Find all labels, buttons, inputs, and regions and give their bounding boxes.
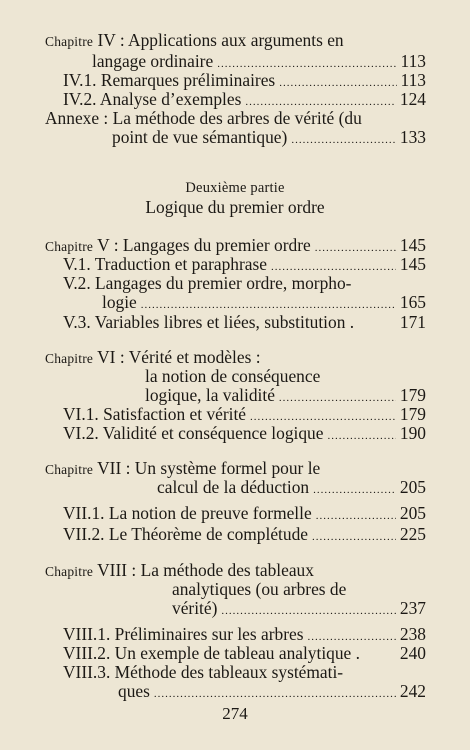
toc-chapter-8-cont: analytiques (ou arbres de bbox=[172, 579, 347, 599]
page-number: 274 bbox=[222, 704, 248, 723]
leader-dots bbox=[313, 480, 396, 500]
leader-dots bbox=[291, 130, 396, 150]
toc-chapter-6: Chapitre VI : Vérité et modèles : bbox=[45, 347, 261, 367]
toc-annexe-cont: point de vue sémantique) ..... 133 bbox=[112, 127, 426, 150]
toc-section-4-1: IV.1. Remarques préliminaires ..... 113 bbox=[63, 70, 426, 93]
toc-section-8-3-cont: ques ..... 242 bbox=[118, 681, 426, 704]
toc-section-5-2: V.2. Langages du premier ordre, morpho- bbox=[63, 273, 352, 293]
leader-dots bbox=[154, 684, 396, 704]
toc-section-8-2: VIII.2. Un exemple de tableau analytique . 240 bbox=[63, 643, 426, 663]
toc-chapter-7: Chapitre VII : Un système formel pour le bbox=[45, 458, 321, 478]
toc-annexe: Annexe : La méthode des arbres de vérité (du bbox=[45, 108, 362, 128]
toc-chapter-8-cont2: vérité) ..... 237 bbox=[172, 598, 426, 621]
toc-chapter-7-cont: calcul de la déduction ..... 205 bbox=[157, 477, 426, 500]
leader-dots bbox=[327, 426, 395, 446]
toc-section-5-2-cont: logie ..... 165 bbox=[102, 292, 426, 315]
part-title: Logique du premier ordre bbox=[145, 197, 325, 217]
part-heading: Deuxième partie bbox=[185, 180, 285, 196]
toc-section-8-1: VIII.1. Préliminaires sur les arbres ..... 238 bbox=[63, 624, 426, 647]
toc-chapter-5: Chapitre V : Langages du premier ordre ..... 145 bbox=[45, 235, 426, 258]
toc-section-6-2: VI.2. Validité et conséquence logique ..... 190 bbox=[63, 423, 426, 446]
toc-chapter-4: Chapitre IV : Applications aux arguments en bbox=[45, 30, 344, 50]
toc-section-4-2: IV.2. Analyse d’exemples ..... 124 bbox=[63, 89, 426, 112]
leader-dots bbox=[316, 506, 396, 526]
toc-section-5-3: V.3. Variables libres et liées, substitution . 171 bbox=[63, 312, 426, 332]
leader-dots bbox=[312, 527, 396, 547]
toc-chapter-6-cont: la notion de conséquence bbox=[145, 366, 321, 386]
toc-chapter-8: Chapitre VIII : La méthode des tableaux bbox=[45, 560, 314, 580]
toc-chapter-4-cont: langage ordinaire ..... 113 bbox=[92, 51, 426, 74]
toc-section-8-3: VIII.3. Méthode des tableaux systémati- bbox=[63, 662, 344, 682]
leader-dots bbox=[221, 601, 396, 621]
toc-section-6-1: VI.1. Satisfaction et vérité ..... 179 bbox=[63, 404, 426, 427]
toc-section-7-2: VII.2. Le Théorème de complétude ..... 225 bbox=[63, 524, 426, 547]
toc-chapter-6-cont2: logique, la validité ..... 179 bbox=[145, 385, 426, 408]
toc-section-7-1: VII.1. La notion de preuve formelle ..... 205 bbox=[63, 503, 426, 526]
toc-section-5-1: V.1. Traduction et paraphrase ..... 145 bbox=[63, 254, 426, 277]
